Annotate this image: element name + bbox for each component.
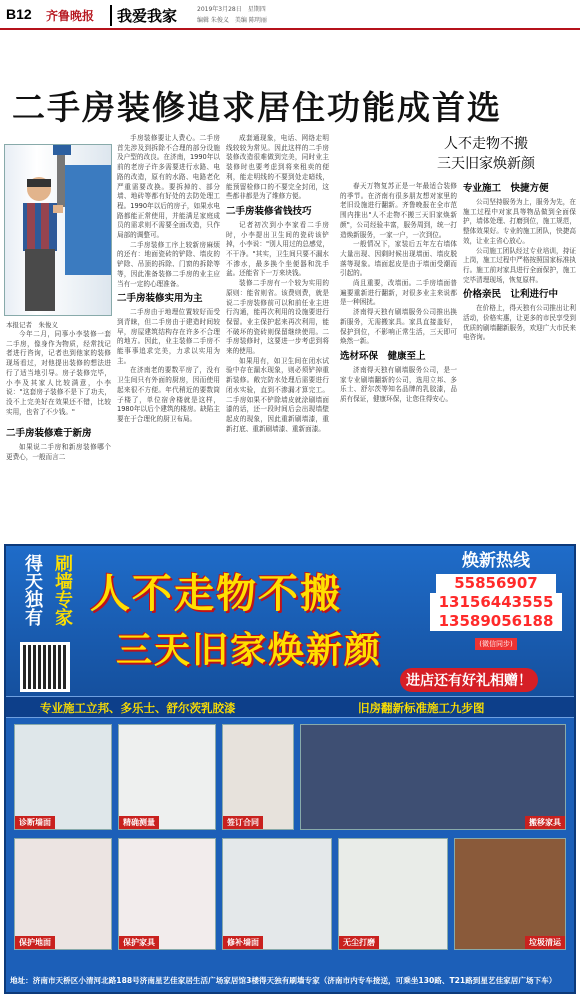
- step-label: 保护地面: [15, 936, 55, 949]
- ad-banner-strip: [6, 696, 574, 718]
- ad-banner-left: 专业施工立邦、多乐士、舒尔茨乳胶漆: [40, 701, 236, 715]
- paragraph: 一般情况下，家装后五年左右墙体大量出现、因剩时候出现墙面、墙皮脱落等现象。墙面起皮是由于墙面受潮而引起的。: [340, 240, 457, 278]
- side-title-line-1: 人不走物不搬: [444, 136, 528, 152]
- paragraph: 公司坚持服务为上，服务为先，在施工过程中对家具等物品做到全面保护，墙体处理、打磨到位，施工规范，整体效果好。专业的施工团队，快捷高效，让业主省心放心。: [463, 198, 576, 245]
- step-label: 保护家具: [119, 936, 159, 949]
- step-label: 垃圾清运: [525, 936, 565, 949]
- editor-credits: 编辑 朱俊义 美编 陈明丽: [197, 17, 267, 24]
- wechat-note: (微信同步): [475, 638, 516, 650]
- step-photo: [118, 724, 216, 830]
- phone-number: 13589056188: [430, 612, 562, 631]
- step-photo: [14, 838, 112, 950]
- step-photo: [300, 724, 566, 830]
- advertisement: [4, 544, 576, 994]
- paragraph: 记者初次到小李家看二手房时，小李提出卫生间的瓷砖该铲掉，小李说："别人用过的总感觉，不干净。"其实，卫生间只要不漏水不渗水，最多换个坐便器和洗手盆。还能省下一万来块钱。: [226, 220, 329, 278]
- paragraph: 公司施工团队经过专业培训，持证上岗，施工过程中严格按照国家标准执行。施工前对家具进行全面保护，施工完毕清理现场，恢复原样。: [463, 246, 576, 284]
- byline: 本报记者 朱俊义: [6, 321, 58, 329]
- step-photo: [338, 838, 448, 950]
- article-column-5: [463, 182, 576, 534]
- headline: 二手房装修追求居住功能成首选: [12, 88, 502, 127]
- step-photo: [118, 838, 216, 950]
- phone-number: 55856907: [436, 574, 556, 593]
- paragraph: 二手房装修工序上较新房麻烦的还有：地面瓷砖的铲除、墙皮的铲除、吊顶的拆除、门窗的拆除等等，因此准备装修二手房的业主应当有一定的心理准备。: [117, 240, 220, 288]
- ad-big-slogan-2: 三天旧家焕新颜: [116, 630, 383, 671]
- step-photo: [222, 724, 294, 830]
- subheading: 选材环保 健康至上: [340, 350, 426, 362]
- gift-banner: 进店还有好礼相赠！: [400, 668, 538, 692]
- ad-top-band: [6, 546, 574, 696]
- newspaper-logo: 齐鲁晚报: [46, 9, 95, 23]
- step-photo: [222, 838, 332, 950]
- phone-number: 13156443555: [430, 593, 562, 612]
- article-column-1: [6, 330, 111, 463]
- step-label: 签订合同: [223, 816, 263, 829]
- step-label: 无尘打磨: [339, 936, 379, 949]
- qr-code: [20, 642, 70, 692]
- paragraph: 成套通现象，电话、网络走明线较较为常见。因此这样的二手房装修改造很难做到完美，同时业主装修时也要考虑到将来租卖的便利，能走明线的不要到处走暗线，能预留检修口的不要完全封闭，这些都非都是为了维修方便。: [226, 134, 329, 201]
- step-label: 诊断墙面: [15, 816, 55, 829]
- step-photo: [454, 838, 566, 950]
- subheading: 二手房装修实用为主: [117, 293, 203, 305]
- ad-banner-right: 旧房翻新标准施工九步图: [358, 701, 485, 715]
- hotline-label: 焕新热线: [462, 551, 530, 571]
- paragraph: 如果用有，如卫生间在闭水试验中存在漏水现象，则必须铲掉重新装修。敞完防水处理后需要进行闭水实验，直到不渗漏才算完工。二手房如果不铲除墙皮就涂刷墙面漆的话，还一段时间后会出现墙壁起皮的现象，因此重新刷墙漆，重新打底、重新刷墙漆、重新面漆。: [226, 356, 329, 433]
- paragraph: 济南得天独有刷墙服务公司，是一家专业刷墙翻新的公司，选用立邦、多乐士、舒尔茨等知名品牌的乳胶漆，品质有保证，健康环保，让您住得安心。: [340, 365, 457, 404]
- page-number: B12: [6, 6, 32, 22]
- paragraph: 尚且重要，改墙面。二手房墙面普遍要重新进行翻新，对很多业主来说都是一种困扰。: [340, 279, 457, 307]
- paragraph: 今年二月，同事小李装修一套二手房，像身作为物质，经常找记者进行咨询，记者也到他家的装修现场看过，对他提出装修的想法进行了适当地引导。房子装修完毕，小李及其家人比较满意，小李说："这套房子装修不是下了功夫，没不上完美好在效果还不错，比较实用，也省了不少钱。": [6, 330, 111, 416]
- article-column-3: [226, 134, 329, 534]
- paragraph: 在价格上，得天独有公司推出让利活动，价格实惠，让更多的市民享受到优质的刷墙翻新服务，欢迎广大市民来电咨询。: [463, 304, 576, 342]
- ad-address: 地址：济南市天桥区小清河北路188号济南星艺佳家居生活广场家居馆3楼得天独有刷墙专家（济南市内专车接送，可乘坐130路、T21路到星艺佳家居广场下车）: [10, 976, 557, 985]
- step-label: 精确测量: [119, 816, 159, 829]
- paragraph: 如果说二手房和新房装修哪个更费心，一般而言二: [6, 443, 111, 462]
- subheading: 价格亲民 让利进行中: [463, 289, 559, 301]
- step-label: 修补墙面: [223, 936, 263, 949]
- step-photo: [14, 724, 112, 830]
- paragraph: 手房装修要让人费心。二手房首先涉及到拆除不合理的部分设施及户型的改良。在济南，1990年以前的老房子许多需要进行水路、电路的改造，原有的水路、电路老化严重需要改换。要拆掉的、部分墙、地砖等都有好处的去防处理工程。1990年以后的房子，如果水电路都能正常使用，并能满足家庭成员的需求则不需要全面改造，只作局部的调整可。: [117, 134, 220, 240]
- page-header: [0, 0, 580, 30]
- subheading: 专业施工 快捷方便: [463, 183, 549, 194]
- painter-photo: [4, 144, 112, 316]
- ad-big-slogan-1: 人不走物不搬: [90, 571, 342, 617]
- paragraph: 在济南老的要数平房了，没有卫生间只有外面的厨房，因而使用起来很不方便。年代稍近的要数筒子楼了，单位宿舍楼就是这样，1980年以后个建筑的楼房。缺陷主要在于合理化的厨卫布局。: [117, 366, 220, 423]
- step-label: 搬移家具: [525, 816, 565, 829]
- paragraph: 春天万物复苏正是一年最适合装修的季节。在济南有很多朋友想对家里的老旧设施进行翻新。齐鲁晚报在全市范围内推出"人不走物不搬三天旧家焕新颜"，公司经验丰富，服务周到，统一打造焕新服务，一家一户，一次到位。: [340, 182, 457, 239]
- ad-slogan-right: 刷墙专家: [52, 554, 73, 626]
- paragraph: 济南得天独有刷墙服务公司推出换新服务，无需搬家具。家具直接盖好，保护到位，不影响正常生活，三天即可焕然一新。: [340, 308, 457, 346]
- article-column-2: [117, 134, 220, 534]
- subheading: 二手房装修难于新房: [6, 428, 92, 440]
- article-column-4: [340, 182, 457, 534]
- hotline-box: [426, 550, 566, 666]
- step-photo-grid: [14, 724, 566, 970]
- side-article-title: [336, 134, 576, 174]
- subheading: 二手房装修省钱技巧: [226, 205, 312, 217]
- paragraph: 装修二手房有一个较为实用的原则：能省则省。该费则费，就是说二手房装修前可以和前任业主进行沟通，能再次利用的设施要进行保留。业主保护起来再次利用，能不破坏的瓷砖则保留继续使用。二手房装修时，这要进一步考虑到将来的使用。: [226, 279, 329, 356]
- paragraph: 二手房由于地理位置较好而受到青睐，但二手房由于建造时间较早，房屋建筑结构存在许多不合理的地方。因此，业主装修二手房不能事事追求完美，力求以实用为主。: [117, 308, 220, 365]
- ad-slogan-left: 得天独有: [22, 554, 43, 626]
- section-name: 我爱我家: [110, 5, 177, 26]
- side-title-line-2: 三天旧家焕新颜: [437, 156, 535, 172]
- issue-date: 2019年3月28日 星期四: [197, 6, 266, 13]
